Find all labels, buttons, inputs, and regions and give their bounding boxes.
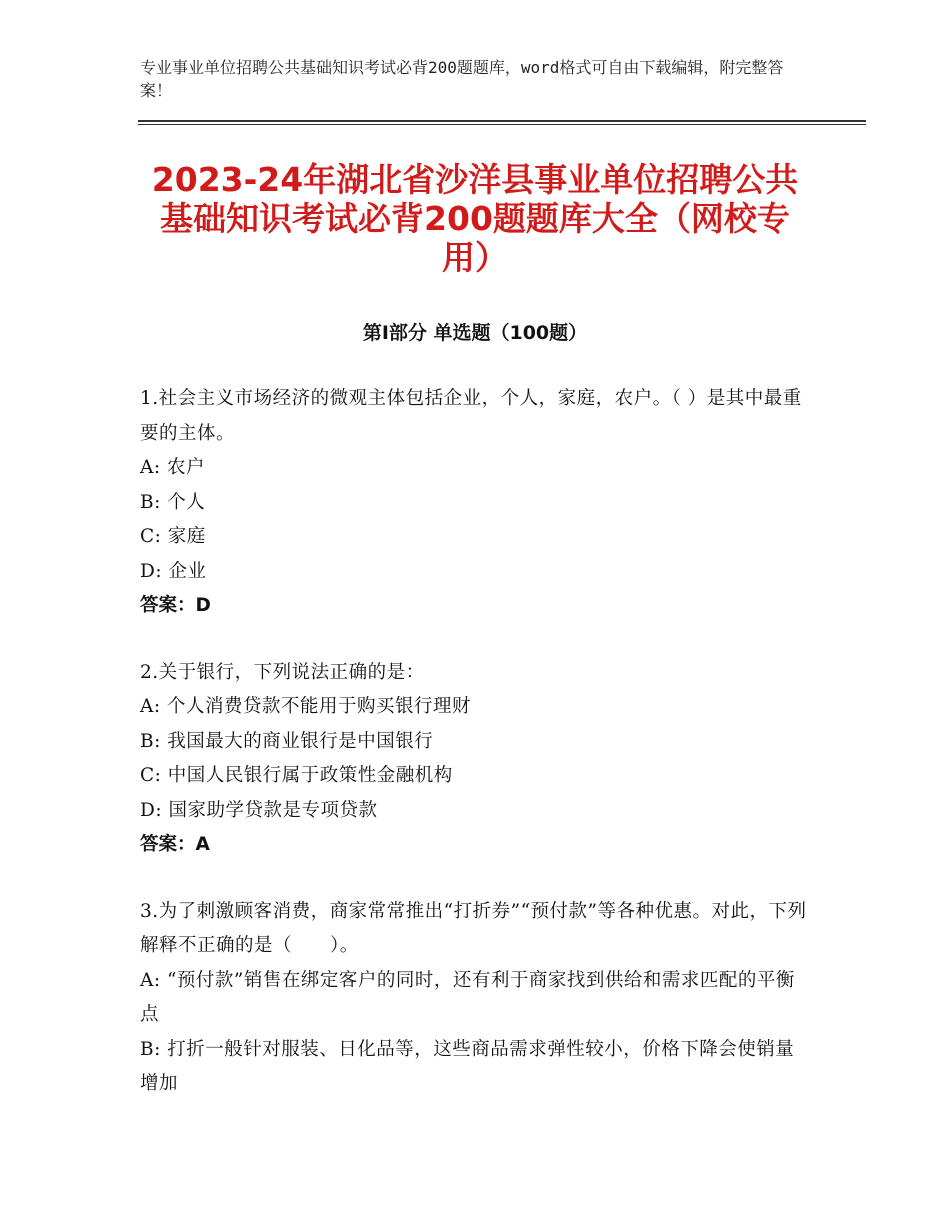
option-b: B: 个人 [140, 491, 206, 513]
answer-label: 答案：A [140, 834, 210, 855]
option-d: D: 国家助学贷款是专项贷款 [140, 799, 378, 821]
question-stem: 1.社会主义市场经济的微观主体包括企业，个人，家庭，农户。（ ）是其中最重要的主体。 [140, 388, 802, 444]
option-a: A: 个人消费贷款不能用于购买银行理财 [140, 696, 471, 717]
option-d: D: 企业 [140, 560, 207, 582]
header-divider [138, 120, 866, 125]
question-stem: 3.为了刺激顾客消费，商家常常推出“打折券”“预付款”等各种优惠。对此，下列解释不正确的是（ ）。 [140, 900, 807, 956]
option-c: C: 中国人民银行属于政策性金融机构 [140, 765, 453, 786]
question-3 [140, 895, 810, 1102]
part-title: 第Ⅰ部分 单选题（100题） [362, 322, 588, 344]
document-title: 2023-24年湖北省沙洋县事业单位招聘公共基础知识考试必背200题题库大全（网校专用） [151, 160, 799, 277]
option-b: B: 打折一般针对服装、日化品等，这些商品需求弹性较小，价格下降会使销量增加 [140, 1038, 795, 1094]
question-list [140, 382, 810, 1134]
question-2 [140, 656, 810, 863]
option-a: A: “预付款”销售在绑定客户的同时，还有利于商家找到供给和需求匹配的平衡点 [140, 969, 795, 1025]
question-stem: 2.关于银行，下列说法正确的是： [140, 661, 425, 683]
question-1 [140, 382, 810, 624]
option-c: C: 家庭 [140, 526, 206, 547]
header-note: 专业事业单位招聘公共基础知识考试必背200题题库，word格式可自由下载编辑，附完整答案！ [140, 58, 784, 100]
answer-label: 答案：D [140, 595, 211, 616]
option-b: B: 我国最大的商业银行是中国银行 [140, 730, 434, 752]
option-a: A: 农户 [140, 457, 205, 478]
